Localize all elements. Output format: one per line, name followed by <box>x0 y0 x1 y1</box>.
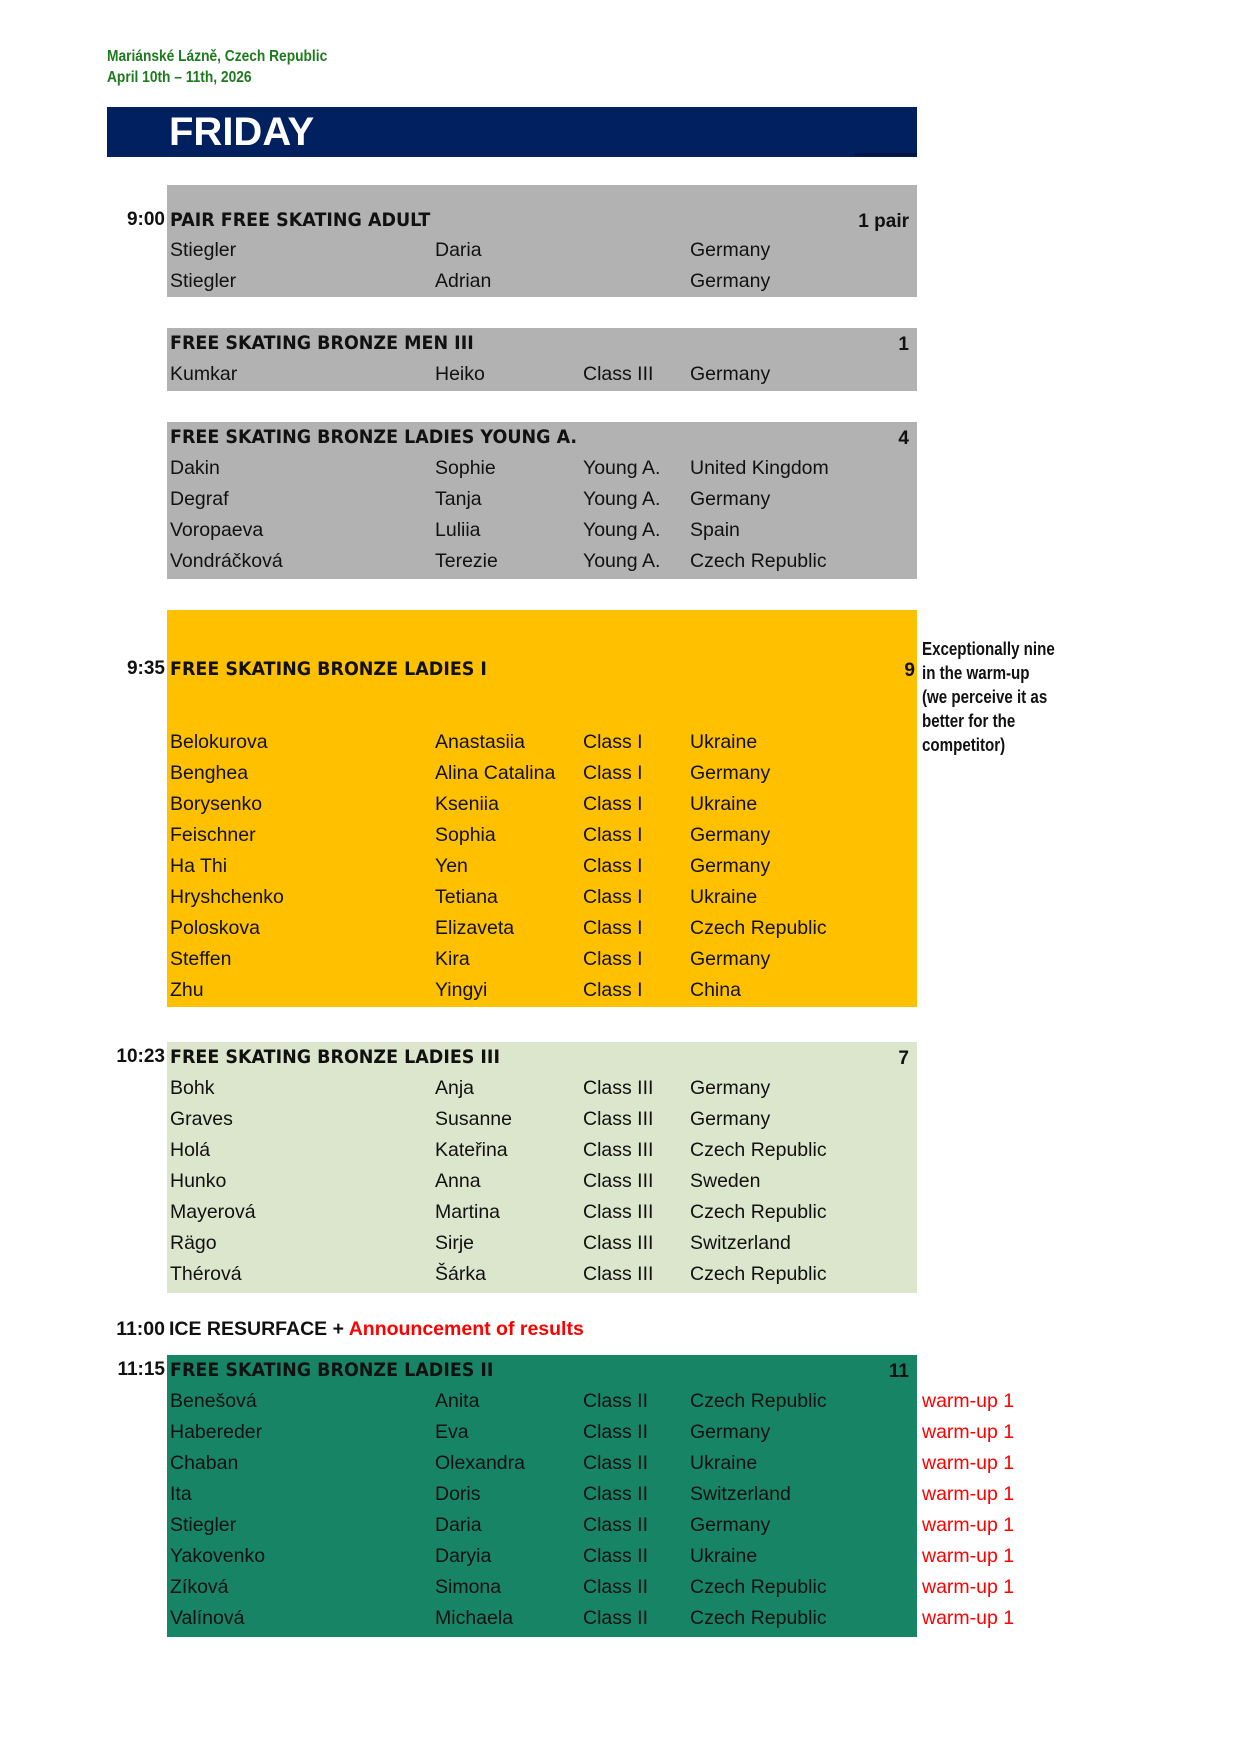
first-name: Kateřina <box>435 1139 508 1161</box>
country: Ukraine <box>690 793 758 815</box>
last-name: Yakovenko <box>170 1545 266 1567</box>
country: Czech Republic <box>690 917 827 939</box>
country: Germany <box>690 363 771 385</box>
last-name: Stiegler <box>170 1514 237 1536</box>
note-line: (we perceive it as <box>922 687 1048 707</box>
last-name: Voropaeva <box>170 519 264 541</box>
country: Spain <box>690 519 740 541</box>
first-name: Šárka <box>435 1263 486 1285</box>
last-name: Steffen <box>170 948 232 970</box>
table-row <box>167 851 917 882</box>
class: Class II <box>583 1576 649 1598</box>
table-row <box>167 1166 917 1197</box>
day-title: FRIDAY <box>169 110 315 154</box>
country: Germany <box>690 762 771 784</box>
last-name: Hunko <box>170 1170 227 1192</box>
table-row <box>167 515 917 546</box>
last-name: Ha Thi <box>170 855 228 877</box>
first-name: Anja <box>435 1077 475 1099</box>
country: Germany <box>690 824 771 846</box>
note-line: Exceptionally nine <box>922 639 1055 659</box>
segment-time: 9:00 <box>126 209 165 230</box>
segment-count: 9 <box>904 660 915 681</box>
first-name: Yingyi <box>435 979 488 1001</box>
resurface-label: ICE RESURFACE + <box>169 1318 344 1340</box>
table-row <box>167 1417 917 1448</box>
last-name: Hryshchenko <box>170 886 284 908</box>
last-name: Ita <box>170 1483 192 1505</box>
band-underline <box>855 153 917 156</box>
table-row <box>167 266 917 297</box>
first-name: Sophie <box>435 457 496 479</box>
country: United Kingdom <box>690 457 829 479</box>
table-row <box>167 1073 917 1104</box>
table-row <box>167 1228 917 1259</box>
class: Class I <box>583 886 643 908</box>
first-name: Daria <box>435 239 482 261</box>
table-row <box>167 758 917 789</box>
first-name: Kira <box>435 948 470 970</box>
country: Czech Republic <box>690 1139 827 1161</box>
segment-title: FREE SKATING BRONZE LADIES II <box>170 1359 494 1381</box>
first-name: Susanne <box>435 1108 512 1130</box>
last-name: Degraf <box>170 488 229 510</box>
warmup-label: warm-up 1 <box>922 1452 1015 1474</box>
first-name: Martina <box>435 1201 501 1223</box>
class: Class I <box>583 948 643 970</box>
country: Germany <box>690 1077 771 1099</box>
table-row <box>167 1603 917 1634</box>
country: Czech Republic <box>690 1201 827 1223</box>
country: Germany <box>690 239 771 261</box>
table-row <box>167 820 917 851</box>
table-row <box>167 1572 917 1603</box>
first-name: Tanja <box>435 488 482 510</box>
first-name: Luliia <box>435 519 481 541</box>
segment-count: 4 <box>898 428 909 449</box>
class: Class II <box>583 1607 649 1629</box>
table-row <box>167 975 917 1006</box>
class: Young A. <box>583 457 661 479</box>
last-name: Benešová <box>170 1390 257 1412</box>
segment-count: 1 <box>898 334 909 355</box>
last-name: Thérová <box>170 1263 242 1285</box>
last-name: Graves <box>170 1108 233 1130</box>
last-name: Vondráčková <box>170 550 283 572</box>
class: Class III <box>583 1077 654 1099</box>
class: Class I <box>583 917 643 939</box>
first-name: Terezie <box>435 550 498 572</box>
event-location: Mariánské Lázně, Czech Republic <box>107 48 328 65</box>
first-name: Anna <box>435 1170 481 1192</box>
class: Class III <box>583 1139 654 1161</box>
first-name: Anita <box>435 1390 480 1412</box>
first-name: Adrian <box>435 270 492 292</box>
note-line: competitor) <box>922 735 1006 755</box>
country: Ukraine <box>690 886 758 908</box>
table-row <box>167 235 917 266</box>
last-name: Stiegler <box>170 239 237 261</box>
class: Class II <box>583 1483 649 1505</box>
resurface-text <box>169 1318 584 1341</box>
last-name: Rägo <box>170 1232 217 1254</box>
segment-title: FREE SKATING BRONZE LADIES I <box>170 658 487 680</box>
note-line: in the warm-up <box>922 663 1030 683</box>
class: Class II <box>583 1390 649 1412</box>
table-row <box>167 1448 917 1479</box>
segment-pair-adult <box>126 185 917 297</box>
warmup-label: warm-up 1 <box>922 1545 1015 1567</box>
country: Czech Republic <box>690 1390 827 1412</box>
table-row <box>167 1135 917 1166</box>
last-name: Bohk <box>170 1077 215 1099</box>
class: Class III <box>583 1263 654 1285</box>
class: Class II <box>583 1545 649 1567</box>
segment-bronze-ladies-iii <box>116 1042 917 1293</box>
warmup-label: warm-up 1 <box>922 1576 1015 1598</box>
country: Ukraine <box>690 1545 758 1567</box>
first-name: Sophia <box>435 824 496 846</box>
table-row <box>167 913 917 944</box>
last-name: Stiegler <box>170 270 237 292</box>
last-name: Zhu <box>170 979 204 1001</box>
first-name: Olexandra <box>435 1452 525 1474</box>
last-name: Benghea <box>170 762 249 784</box>
last-name: Valínová <box>170 1607 245 1629</box>
class: Class I <box>583 824 643 846</box>
country: China <box>690 979 741 1001</box>
country: Switzerland <box>690 1232 791 1254</box>
first-name: Daryia <box>435 1545 492 1567</box>
class: Young A. <box>583 488 661 510</box>
event-dates: April 10th – 11th, 2026 <box>107 69 252 86</box>
first-name: Heiko <box>435 363 485 385</box>
table-row <box>167 1510 917 1541</box>
class: Class III <box>583 363 654 385</box>
country: Czech Republic <box>690 1263 827 1285</box>
warmup-label: warm-up 1 <box>922 1607 1015 1629</box>
class: Class III <box>583 1232 654 1254</box>
warmup-label: warm-up 1 <box>922 1421 1015 1443</box>
class: Class I <box>583 762 643 784</box>
country: Ukraine <box>690 731 758 753</box>
country: Germany <box>690 1514 771 1536</box>
segment-time: 9:35 <box>126 658 165 679</box>
class: Class II <box>583 1421 649 1443</box>
event-header <box>107 46 327 88</box>
segment-count: 1 pair <box>858 211 909 232</box>
warmup-label: warm-up 1 <box>922 1514 1015 1536</box>
announcement-text: Announcement of results <box>348 1318 584 1340</box>
class: Class I <box>583 979 643 1001</box>
country: Germany <box>690 855 771 877</box>
segment-time: 10:23 <box>116 1046 165 1067</box>
segment-bronze-ladies-ii <box>117 1355 917 1637</box>
warmup-label: warm-up 1 <box>922 1390 1015 1412</box>
class: Class I <box>583 731 643 753</box>
segment-count: 7 <box>898 1048 909 1069</box>
first-name: Elizaveta <box>435 917 515 939</box>
country: Germany <box>690 1421 771 1443</box>
first-name: Tetiana <box>435 886 498 908</box>
class: Class III <box>583 1201 654 1223</box>
segment-bronze-ladies-young-a <box>167 422 917 579</box>
last-name: Poloskova <box>170 917 260 939</box>
segment-title: FREE SKATING BRONZE LADIES III <box>170 1046 500 1068</box>
segment-bronze-men-iii <box>167 328 917 391</box>
day-band <box>107 107 917 157</box>
country: Germany <box>690 270 771 292</box>
country: Czech Republic <box>690 1576 827 1598</box>
country: Switzerland <box>690 1483 791 1505</box>
table-row <box>167 882 917 913</box>
table-row <box>167 789 917 820</box>
table-row <box>167 1197 917 1228</box>
table-row <box>167 484 917 515</box>
last-name: Mayerová <box>170 1201 256 1223</box>
last-name: Holá <box>170 1139 211 1161</box>
first-name: Simona <box>435 1576 502 1598</box>
last-name: Borysenko <box>170 793 263 815</box>
last-name: Kumkar <box>170 363 238 385</box>
last-name: Habereder <box>170 1421 263 1443</box>
class: Class II <box>583 1452 649 1474</box>
table-row <box>167 359 917 390</box>
warmup-note <box>922 637 1055 757</box>
table-row <box>167 944 917 975</box>
table-row <box>167 453 917 484</box>
segment-title: FREE SKATING BRONZE MEN III <box>170 332 474 354</box>
first-name: Doris <box>435 1483 481 1505</box>
last-name: Feischner <box>170 824 256 846</box>
segment-time: 11:15 <box>117 1359 165 1380</box>
first-name: Daria <box>435 1514 482 1536</box>
table-row <box>167 1541 917 1572</box>
note-line: better for the <box>922 711 1016 731</box>
table-row <box>167 1104 917 1135</box>
last-name: Chaban <box>170 1452 239 1474</box>
country: Germany <box>690 488 771 510</box>
segment-title: PAIR FREE SKATING ADULT <box>170 209 431 231</box>
first-name: Michaela <box>435 1607 514 1629</box>
class: Class I <box>583 855 643 877</box>
class: Class III <box>583 1108 654 1130</box>
country: Czech Republic <box>690 1607 827 1629</box>
last-name: Zíková <box>170 1576 229 1598</box>
first-name: Eva <box>435 1421 469 1443</box>
class: Class III <box>583 1170 654 1192</box>
table-row <box>167 546 917 577</box>
country: Germany <box>690 948 771 970</box>
country: Czech Republic <box>690 550 827 572</box>
segment-count: 11 <box>888 1361 909 1382</box>
last-name: Dakin <box>170 457 220 479</box>
first-name: Kseniia <box>435 793 499 815</box>
last-name: Belokurova <box>170 731 268 753</box>
table-row <box>167 727 917 758</box>
class: Young A. <box>583 519 661 541</box>
resurface-time: 11:00 <box>116 1318 165 1340</box>
first-name: Yen <box>435 855 468 877</box>
first-name: Alina Catalina <box>435 762 556 784</box>
table-row <box>167 1479 917 1510</box>
class: Class I <box>583 793 643 815</box>
class: Young A. <box>583 550 661 572</box>
table-row <box>167 1386 917 1417</box>
country: Sweden <box>690 1170 761 1192</box>
first-name: Sirje <box>435 1232 475 1254</box>
first-name: Anastasiia <box>435 731 525 753</box>
class: Class II <box>583 1514 649 1536</box>
segment-bronze-ladies-i <box>126 610 917 1007</box>
country: Germany <box>690 1108 771 1130</box>
country: Ukraine <box>690 1452 758 1474</box>
warmup-label: warm-up 1 <box>922 1483 1015 1505</box>
segment-title: FREE SKATING BRONZE LADIES YOUNG A. <box>170 426 578 448</box>
table-row <box>167 1259 917 1290</box>
